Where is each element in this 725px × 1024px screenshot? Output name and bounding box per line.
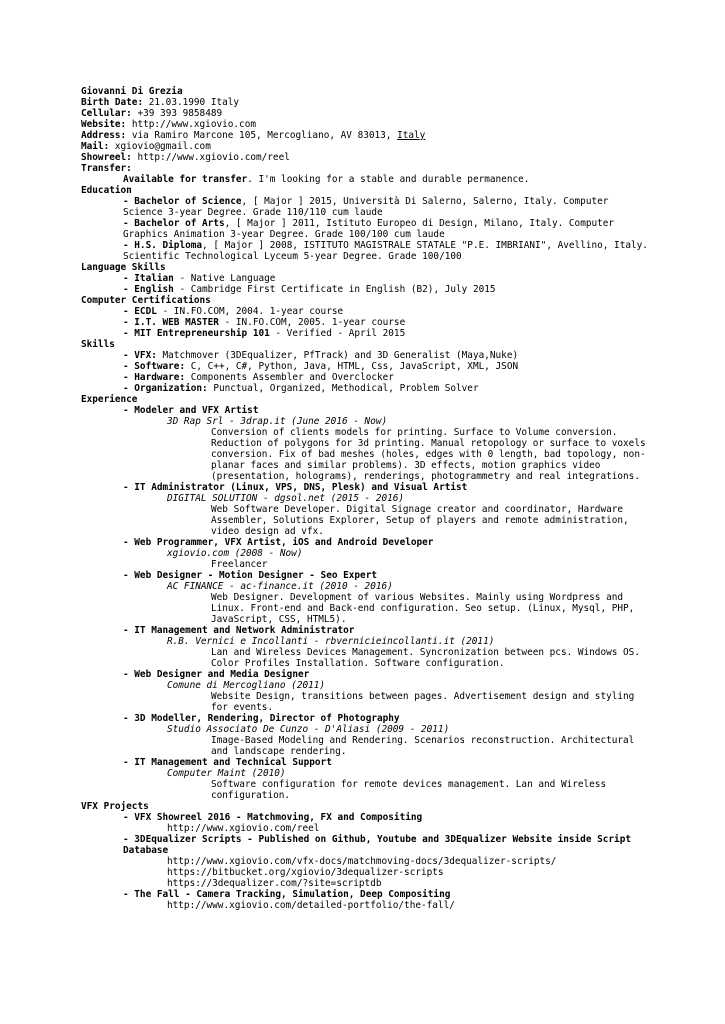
education-item xyxy=(81,240,651,262)
education-heading: Education xyxy=(81,185,132,196)
languages-heading: Language Skills xyxy=(81,262,166,273)
certification-item xyxy=(81,328,651,339)
transfer-text xyxy=(81,174,651,185)
skill-item xyxy=(81,361,651,372)
experience-role: - Web Programmer, VFX Artist, iOS and Android Developer xyxy=(123,537,434,548)
address-value: via Ramiro Marcone 105, Mercogliano, AV 83013, xyxy=(131,130,392,141)
skill-name: - Hardware: xyxy=(123,372,186,383)
degree-details: , [ Major ] 2011, Istituto Europeo di Design, Milano, Italy. Computer Graphics Animation 3-year Degree. Grade 100/100 cum laude xyxy=(123,218,615,240)
degree-name: - H.S. Diploma xyxy=(123,240,203,251)
showreel-label: Showreel: xyxy=(81,152,132,163)
degree-name: - Bachelor of Arts xyxy=(123,218,225,229)
transfer-rest: . I'm looking for a stable and durable permanence. xyxy=(247,174,530,185)
experience-description: Freelancer xyxy=(211,559,268,570)
experience-role: - 3D Modeller, Rendering, Director of Photography xyxy=(123,713,400,724)
mail-link[interactable]: xgiovio@gmail.com xyxy=(114,141,211,152)
certification-details: - Verified - April 2015 xyxy=(269,328,406,339)
language-item xyxy=(81,273,651,284)
project-link[interactable]: http://www.xgiovio.com/detailed-portfolio/the-fall/ xyxy=(167,900,455,911)
resume-name: Giovanni Di Grezia xyxy=(81,86,183,97)
experience-company: 3D Rap Srl - 3drap.it (June 2016 - Now) xyxy=(167,416,388,427)
showreel-link[interactable]: http://www.xgiovio.com/reel xyxy=(137,152,290,163)
vfx-projects-heading: VFX Projects xyxy=(81,801,149,812)
skill-item xyxy=(81,372,651,383)
experience-role: - IT Management and Network Administrator xyxy=(123,625,355,636)
website-link[interactable]: http://www.xgiovio.com xyxy=(131,119,256,130)
resume-page xyxy=(81,86,651,911)
experience-description: Web Designer. Development of various Websites. Mainly using Wordpress and Linux. Front-end and Back-end configuration. Seo setup. (Linux, Mysql, PHP, JavaScript, CSS, HTML5). xyxy=(211,592,635,625)
project-title: - 3DEqualizer Scripts - Published on Github, Youtube and 3DEqualizer Website inside Script Database xyxy=(123,834,631,856)
birth-date-value: 21.03.1990 Italy xyxy=(148,97,240,108)
project-title: - VFX Showreel 2016 - Matchmoving, FX and Compositing xyxy=(123,812,423,823)
language-name: - Italian xyxy=(123,273,174,284)
website-line xyxy=(81,119,651,130)
skill-item xyxy=(81,350,651,361)
experience-heading: Experience xyxy=(81,394,138,405)
skill-details: Components Assembler and Overclocker xyxy=(185,372,394,383)
experience-company: R.B. Vernici e Incollanti - rbvernicieincollanti.it (2011) xyxy=(167,636,495,647)
skill-details: Matchmover (3DEqualizer, PfTrack) and 3D Generalist (Maya,Nuke) xyxy=(156,350,519,361)
certification-details: - IN.FO.COM, 2004. 1-year course xyxy=(156,306,344,317)
experience-role: - Web Designer - Motion Designer - Seo Expert xyxy=(123,570,377,581)
skill-item xyxy=(81,383,651,394)
cellular-line xyxy=(81,108,651,119)
transfer-strong: Available for transfer xyxy=(123,174,248,185)
experience-company: DIGITAL SOLUTION - dgsol.net (2015 - 2016) xyxy=(167,493,405,504)
degree-details: , [ Major ] 2008, ISTITUTO MAGISTRALE STATALE "P.E. IMBRIANI", Avellino, Italy. Scientific Technological Lyceum 5-year Degree. Grade 100/100 xyxy=(123,240,648,262)
experience-description: Software configuration for remote devices management. Lan and Wireless configuration. xyxy=(211,779,607,801)
skill-details: Punctual, Organized, Methodical, Problem Solver xyxy=(207,383,479,394)
language-level: - Native Language xyxy=(173,273,276,284)
experience-description: Website Design, transitions between pages. Advertisement design and styling for events. xyxy=(211,691,635,713)
skill-name: - Organization: xyxy=(123,383,208,394)
birth-date-label: Birth Date: xyxy=(81,97,144,108)
skills-heading: Skills xyxy=(81,339,115,350)
language-name: - English xyxy=(123,284,174,295)
degree-details: , [ Major ] 2015, Università Di Salerno, Salerno, Italy. Computer Science 3-year Degree. Grade 110/110 cum laude xyxy=(123,196,609,218)
certifications-heading: Computer Certifications xyxy=(81,295,211,306)
experience-description: Image-Based Modeling and Rendering. Scenarios reconstruction. Architectural and landscape rendering. xyxy=(211,735,635,757)
skill-name: - Software: xyxy=(123,361,186,372)
mail-label: Mail: xyxy=(81,141,110,152)
project-link[interactable]: http://www.xgiovio.com/vfx-docs/matchmoving-docs/3dequalizer-scripts/ xyxy=(167,856,557,867)
address-label: Address: xyxy=(81,130,127,141)
project-link[interactable]: https://3dequalizer.com/?site=scriptdb xyxy=(167,878,382,889)
cellular-value: +39 393 9858489 xyxy=(137,108,223,119)
cellular-label: Cellular: xyxy=(81,108,132,119)
experience-company: Computer Maint (2010) xyxy=(167,768,286,779)
certification-details: - IN.FO.COM, 2005. 1-year course xyxy=(218,317,406,328)
experience-description: Lan and Wireless Devices Management. Syncronization between pcs. Windows OS. Color Profiles Installation. Software configuration. xyxy=(211,647,640,669)
experience-role: - IT Administrator (Linux, VPS, DNS, Plesk) and Visual Artist xyxy=(123,482,468,493)
language-item xyxy=(81,284,651,295)
experience-company: xgiovio.com (2008 - Now) xyxy=(167,548,303,559)
project-title: - The Fall - Camera Tracking, Simulation, Deep Compositing xyxy=(123,889,451,900)
showreel-line xyxy=(81,152,651,163)
experience-company: AC FINANCE - ac-finance.it (2010 - 2016) xyxy=(167,581,393,592)
certification-name: - MIT Entrepreneurship 101 xyxy=(123,328,270,339)
experience-role: - Web Designer and Media Designer xyxy=(123,669,310,680)
experience-role: - Modeler and VFX Artist xyxy=(123,405,259,416)
certification-name: - ECDL xyxy=(123,306,157,317)
degree-name: - Bachelor of Science xyxy=(123,196,242,207)
transfer-heading: Transfer: xyxy=(81,163,132,174)
certification-item xyxy=(81,317,651,328)
address-line xyxy=(81,130,651,141)
project-link[interactable]: http://www.xgiovio.com/reel xyxy=(167,823,320,834)
education-item xyxy=(81,218,651,240)
skill-details: C, C++, C#, Python, Java, HTML, Css, JavaScript, XML, JSON xyxy=(185,361,519,372)
certification-item xyxy=(81,306,651,317)
experience-description: Web Software Developer. Digital Signage creator and coordinator, Hardware Assembler, Solutions Explorer, Setup of players and remote administration, video design ad vfx. xyxy=(211,504,629,537)
skill-name: - VFX: xyxy=(123,350,157,361)
project-link[interactable]: https://bitbucket.org/xgiovio/3dequalizer-scripts xyxy=(167,867,444,878)
experience-role: - IT Management and Technical Support xyxy=(123,757,332,768)
experience-company: Studio Associato De Cunzo - D'Aliasi (2009 - 2011) xyxy=(167,724,450,735)
education-item xyxy=(81,196,651,218)
language-level: - Cambridge First Certificate in English (B2), July 2015 xyxy=(173,284,496,295)
website-label: Website: xyxy=(81,119,127,130)
address-country: Italy xyxy=(397,130,426,141)
birth-date-line xyxy=(81,97,651,108)
certification-name: - I.T. WEB MASTER xyxy=(123,317,219,328)
experience-company: Comune di Mercogliano (2011) xyxy=(167,680,326,691)
mail-line xyxy=(81,141,651,152)
experience-description: Conversion of clients models for printing. Surface to Volume conversion. Reduction of polygons for 3d printing. Manual retopology or surface to voxels conversion. Fix of bad meshes (holes, edges with 0 length, bad topology, non-planar faces and similar problems). 3D effects, motion graphics video (presentation, holograms), renderings, photogrammetry and real integrations. xyxy=(211,427,646,482)
